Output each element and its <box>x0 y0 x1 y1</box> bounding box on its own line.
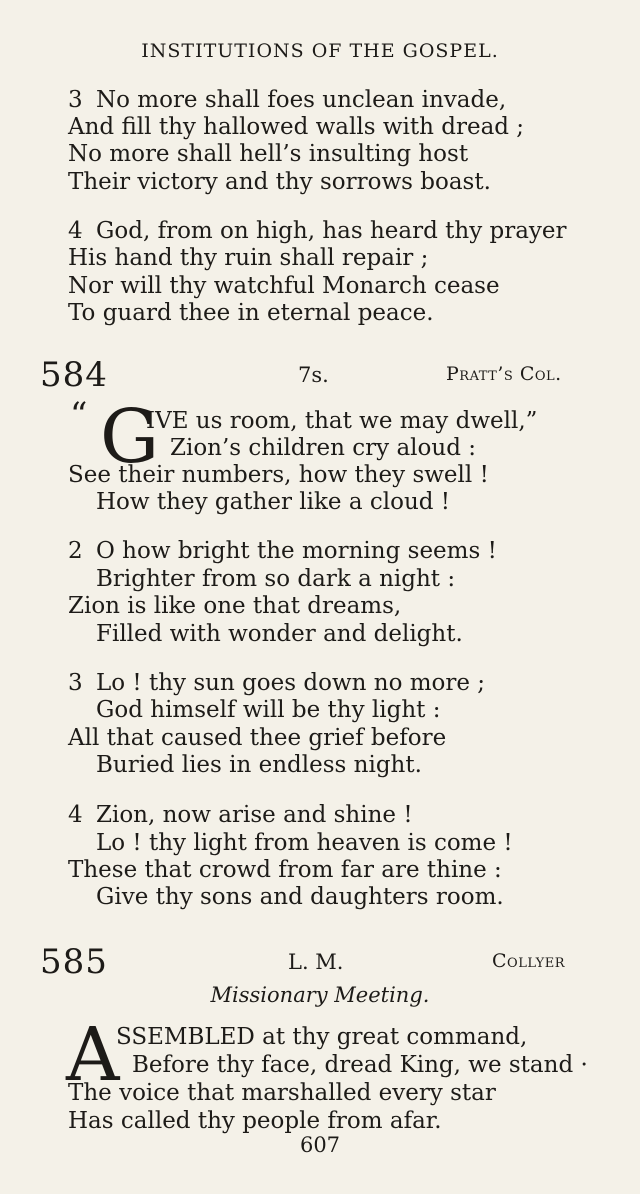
verse-line: These that crowd from far are thine : <box>68 857 502 883</box>
verse-line: See their numbers, how they swell ! <box>68 462 489 488</box>
stanza-number: 4 <box>68 218 83 244</box>
drop-cap: A <box>66 1012 120 1098</box>
verse-line: To guard thee in eternal peace. <box>68 300 434 326</box>
hymn-number-584: 584 <box>40 355 108 395</box>
verse-text: God, from on high, has heard thy prayer <box>96 218 567 244</box>
hymn-number-585: 585 <box>40 942 108 982</box>
verse-line: Nor will thy watchful Monarch cease <box>68 273 500 299</box>
drop-cap: G <box>100 394 160 480</box>
verse-line: Zion’s children cry aloud : <box>170 435 476 461</box>
stanza-number: 3 <box>68 670 83 696</box>
verse-line: His hand thy ruin shall repair ; <box>68 245 429 271</box>
verse-line: The voice that marshalled every star <box>68 1080 496 1106</box>
verse-line: Has called thy people from afar. <box>68 1108 442 1134</box>
stanza-number: 2 <box>68 538 83 564</box>
hymn-meter: L. M. <box>288 950 344 974</box>
verse-text: Lo ! thy sun goes down no more ; <box>96 670 486 696</box>
page-number: 607 <box>299 1133 341 1157</box>
verse-line: SSEMBLED at thy great command, <box>116 1024 528 1050</box>
verse-line: No more shall hell’s insulting host <box>68 141 469 167</box>
stanza-line <box>68 669 485 697</box>
stanza-line <box>68 86 506 114</box>
verse-line: How they gather like a cloud ! <box>96 489 451 515</box>
verse-line: Buried lies in endless night. <box>96 752 422 778</box>
hymn-subtitle: Missionary Meeting. <box>210 983 430 1007</box>
hymn-tune: Pratt’s Col. <box>446 363 562 385</box>
opening-quote: “ <box>70 395 88 435</box>
hymn-tune: Collyer <box>492 950 565 972</box>
verse-line: Give thy sons and daughters room. <box>96 884 504 910</box>
verse-line: Before thy face, dread King, we stand · <box>132 1052 588 1078</box>
verse-line: All that caused thee grief before <box>68 725 447 751</box>
verse-text: Zion, now arise and shine ! <box>96 802 413 828</box>
verse-text: O how bright the morning seems ! <box>96 538 497 564</box>
verse-line: Brighter from so dark a night : <box>96 566 456 592</box>
verse-line: Their victory and thy sorrows boast. <box>68 169 491 195</box>
stanza-number: 4 <box>68 802 83 828</box>
stanza-line <box>68 801 413 829</box>
verse-line: IVE us room, that we may dwell,” <box>146 408 538 434</box>
stanza-line <box>68 217 567 245</box>
verse-line: Filled with wonder and delight. <box>96 621 463 647</box>
stanza-number: 3 <box>68 87 83 113</box>
verse-line: God himself will be thy light : <box>96 697 441 723</box>
verse-line: Lo ! thy light from heaven is come ! <box>96 830 513 856</box>
hymn-meter: 7s. <box>298 363 329 387</box>
running-head: INSTITUTIONS OF THE GOSPEL. <box>141 40 499 62</box>
verse-line: Zion is like one that dreams, <box>68 593 402 619</box>
verse-line: And fill thy hallowed walls with dread ; <box>68 114 525 140</box>
stanza-line <box>68 537 497 565</box>
verse-text: No more shall foes unclean invade, <box>96 87 507 113</box>
